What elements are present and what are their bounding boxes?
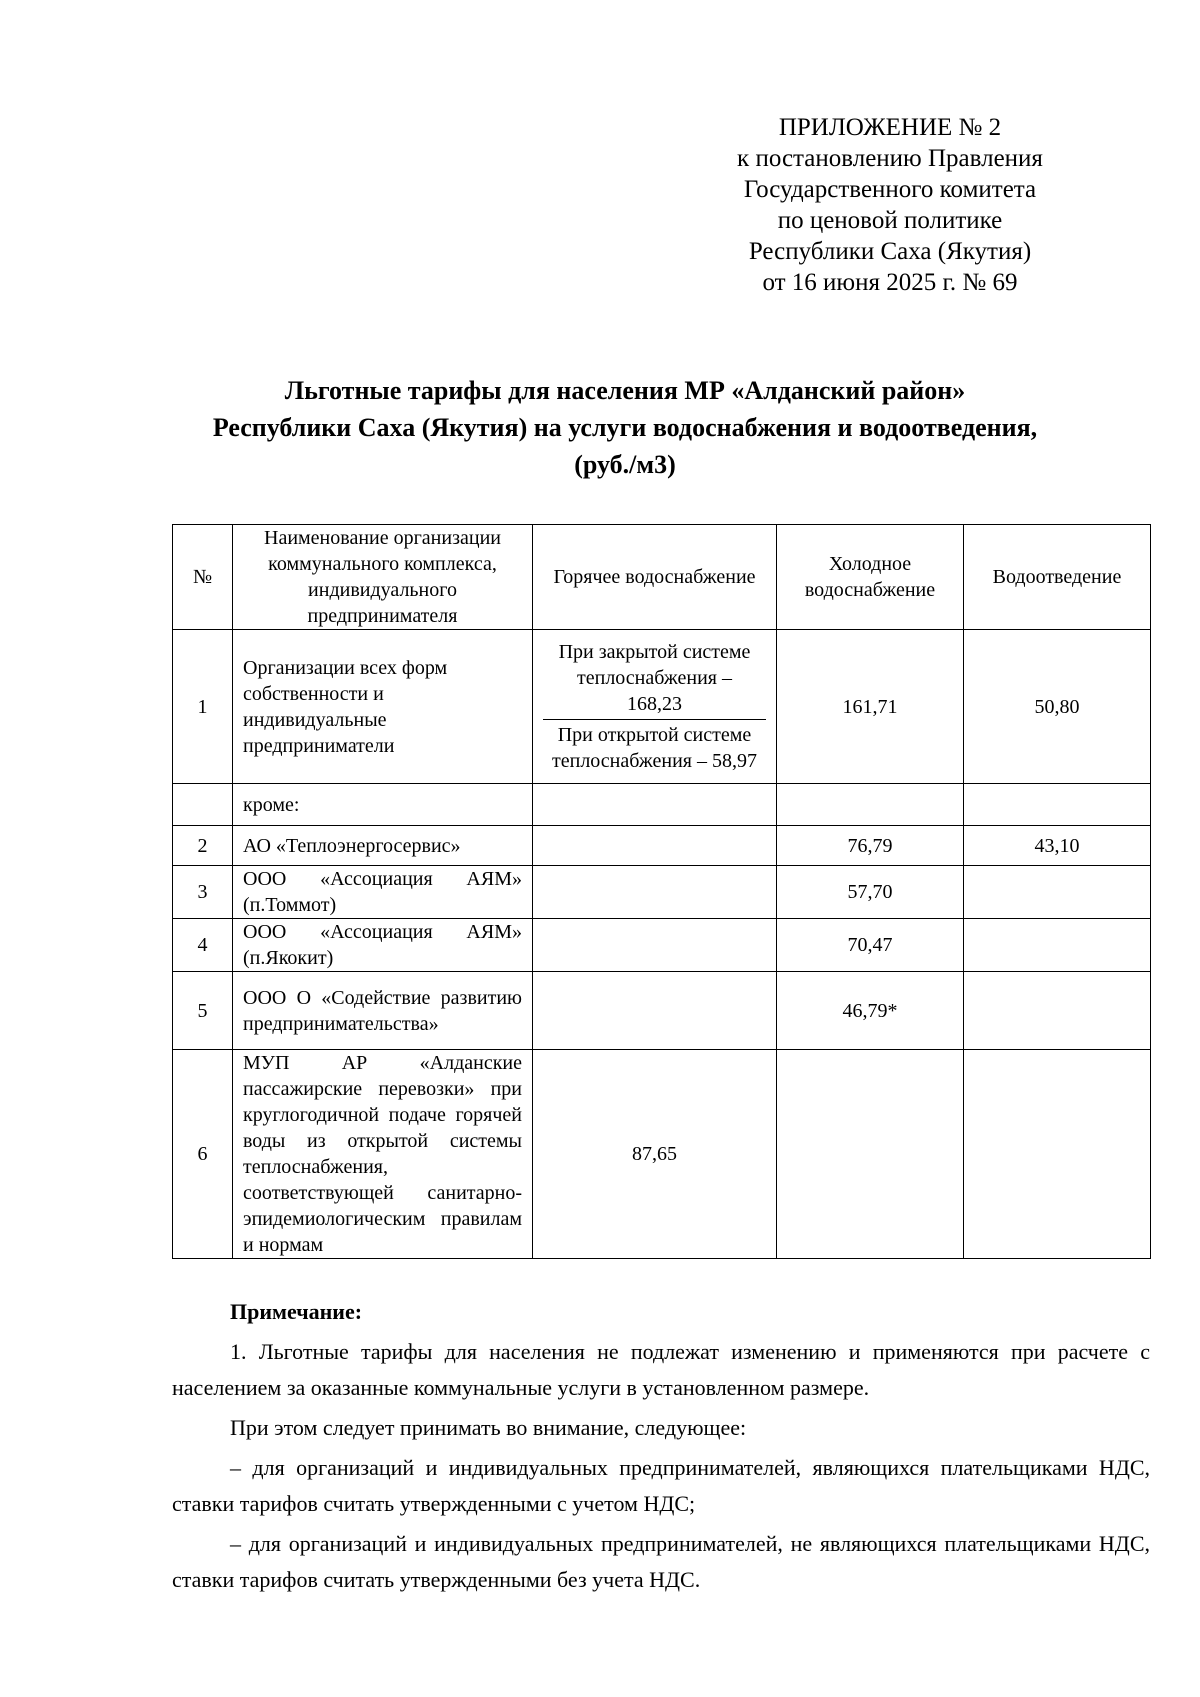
note-paragraph: – для организаций и индивидуальных предпринимателей, не являющихся плательщиками НДС, ставки тарифов считать утвержденными без учета НДС.	[172, 1531, 1150, 1592]
appendix-line: Государственного комитета	[743, 176, 1037, 203]
row-hot-water	[533, 630, 777, 784]
hot-water-closed-system: При закрытой системе теплоснабжения – 168,23	[543, 637, 766, 720]
title-line: (руб./м3)	[574, 450, 676, 479]
note-paragraph: – для организаций и индивидуальных предпринимателей, являющихся плательщиками НДС, ставки тарифов считать утвержденными с учетом НДС;	[172, 1455, 1150, 1516]
table-header-row	[173, 525, 1151, 630]
row-num: 3	[173, 866, 233, 919]
header-num: №	[173, 525, 233, 630]
tariff-table	[172, 524, 1151, 1259]
row-cold-water: 70,47	[777, 919, 964, 972]
row-cold-water: 46,79*	[777, 972, 964, 1050]
title-line: Республики Саха (Якутия) на услуги водоснабжения и водоотведения,	[212, 413, 1038, 442]
row-cold-water	[777, 784, 964, 826]
row-num	[173, 784, 233, 826]
row-sewerage	[964, 972, 1151, 1050]
notes-section	[172, 1294, 1150, 1602]
row-num: 1	[173, 630, 233, 784]
row-num: 5	[173, 972, 233, 1050]
table-row	[173, 919, 1151, 972]
header-cold-water: Холодное водоснабжение	[777, 525, 964, 630]
table-row	[173, 1050, 1151, 1259]
table-row	[173, 630, 1151, 784]
row-org: ООО «Ассоциация АЯМ» (п.Томмот)	[233, 866, 533, 919]
appendix-line: по ценовой политике	[777, 207, 1003, 234]
row-org: кроме:	[233, 784, 533, 826]
row-num: 2	[173, 826, 233, 866]
table-row	[173, 784, 1151, 826]
appendix-line: от 16 июня 2025 г. № 69	[762, 269, 1018, 296]
row-org: ООО «Ассоциация АЯМ» (п.Якокит)	[233, 919, 533, 972]
row-sewerage	[964, 1050, 1151, 1259]
row-hot-water	[533, 784, 777, 826]
table-row	[173, 972, 1151, 1050]
row-hot-water	[533, 826, 777, 866]
row-cold-water: 76,79	[777, 826, 964, 866]
row-sewerage	[964, 784, 1151, 826]
row-org: АО «Теплоэнергосервис»	[233, 826, 533, 866]
row-hot-water	[533, 866, 777, 919]
document-title	[140, 372, 1110, 483]
header-org: Наименование организации коммунального комплекса, индивидуального предпринимателя	[233, 525, 533, 630]
row-org: Организации всех форм собственности и индивидуальные предприниматели	[233, 630, 533, 784]
row-hot-water: 87,65	[533, 1050, 777, 1259]
title-line: Льготные тарифы для населения МР «Алданский район»	[284, 376, 966, 405]
appendix-line: ПРИЛОЖЕНИЕ № 2	[778, 114, 1002, 141]
row-sewerage	[964, 919, 1151, 972]
note-paragraph: При этом следует принимать во внимание, следующее:	[230, 1415, 747, 1440]
row-num: 6	[173, 1050, 233, 1259]
table-row	[173, 866, 1151, 919]
hot-water-open-system: При открытой системе теплоснабжения – 58,97	[552, 724, 757, 772]
row-org: ООО О «Содействие развитию предпринимательства»	[233, 972, 533, 1050]
row-org: МУП АР «Алданские пассажирские перевозки» при круглогодичной подаче горячей воды из открытой системы теплоснабжения, соответствующей санитарно-эпидемиологическим правилам и нормам	[233, 1050, 533, 1259]
row-sewerage	[964, 866, 1151, 919]
appendix-header	[680, 112, 1100, 298]
header-sewerage: Водоотведение	[964, 525, 1151, 630]
table-row	[173, 826, 1151, 866]
row-sewerage: 50,80	[964, 630, 1151, 784]
appendix-line: Республики Саха (Якутия)	[748, 238, 1032, 265]
row-cold-water: 161,71	[777, 630, 964, 784]
note-paragraph: 1. Льготные тарифы для населения не подлежат изменению и применяются при расчете с населением за оказанные коммунальные услуги в установленном размере.	[172, 1339, 1150, 1400]
row-cold-water: 57,70	[777, 866, 964, 919]
row-sewerage: 43,10	[964, 826, 1151, 866]
row-cold-water	[777, 1050, 964, 1259]
notes-heading: Примечание:	[230, 1299, 363, 1324]
header-hot-water: Горячее водоснабжение	[533, 525, 777, 630]
row-hot-water	[533, 919, 777, 972]
row-num: 4	[173, 919, 233, 972]
appendix-line: к постановлению Правления	[737, 145, 1043, 172]
row-hot-water	[533, 972, 777, 1050]
